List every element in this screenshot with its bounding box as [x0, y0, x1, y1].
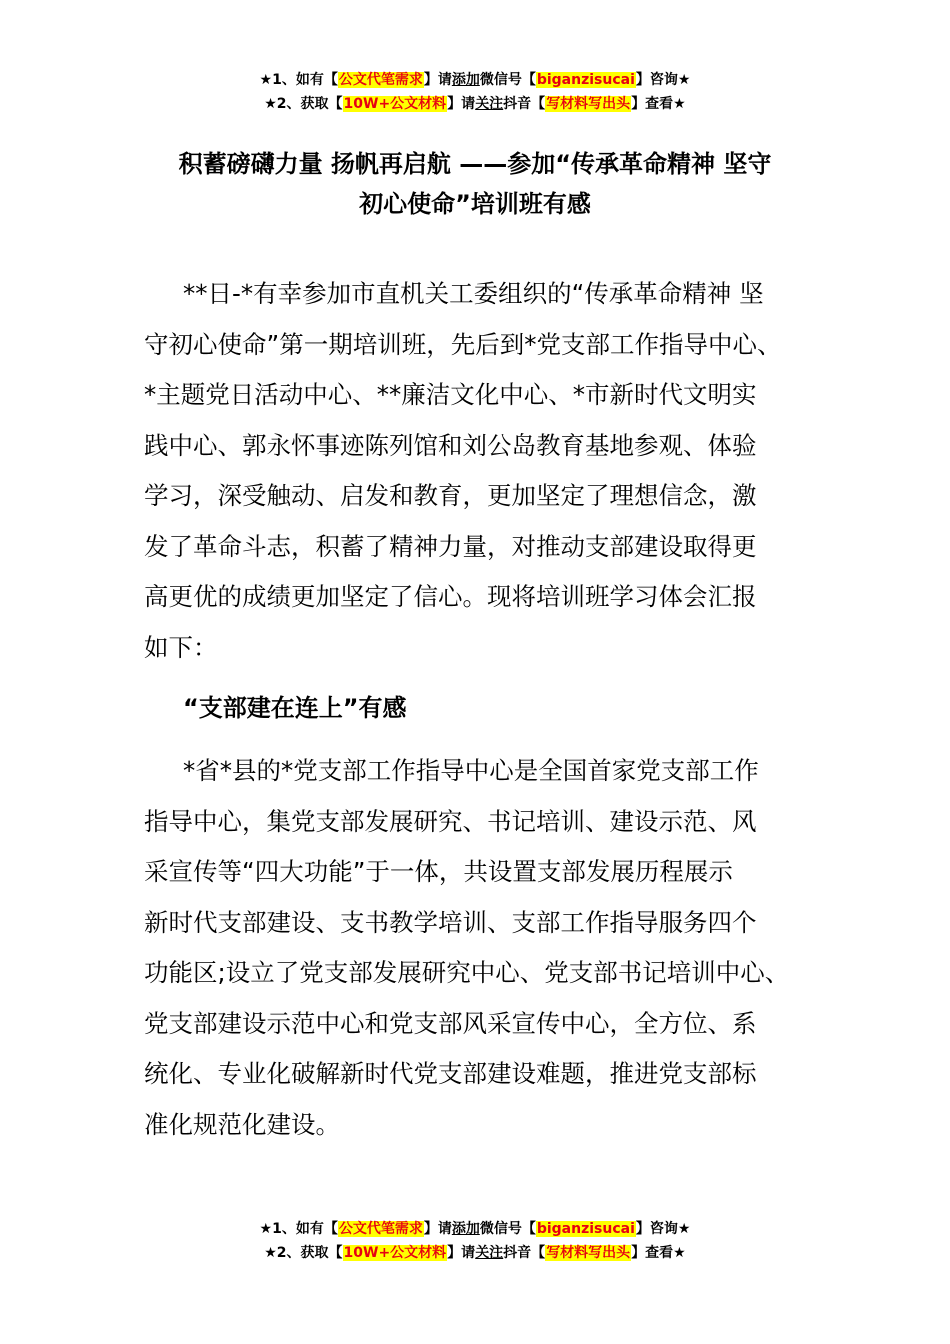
paragraph-line: 守初心使命”第一期培训班，先后到*党支部工作指导中心、 [144, 329, 782, 359]
paragraph-line: 学习，深受触动、启发和教育，更加坚定了理想信念，激 [144, 481, 757, 510]
paragraph-line: 采宣传等“四大功能”于一体，共设置支部发展历程展示 [144, 857, 733, 886]
banner-highlight: 公文代笔需求 [338, 1221, 423, 1237]
document-title [120, 144, 830, 224]
paragraph-line: *省*县的*党支部工作指导中心是全国首家党支部工作 [183, 756, 759, 785]
banner-text: 微信号【 [479, 1221, 536, 1237]
banner-text: ★2、获取【 [264, 96, 343, 112]
banner-highlight: 10W+公文材料 [343, 96, 447, 112]
title-line-1: 积蓄磅礴力量 扬帆再启航 ——参加“传承革命精神 坚守 [178, 150, 772, 178]
paragraph-line: 新时代支部建设、支书教学培训、支部工作指导服务四个 [144, 907, 757, 937]
banner-underlined-text: 添加 [451, 72, 480, 88]
banner-line-2 [0, 92, 950, 116]
banner-highlight: 公文代笔需求 [338, 72, 423, 88]
banner-text: 】请 [447, 1245, 476, 1261]
banner-highlight: biganzisucai [536, 72, 635, 88]
banner-line-1 [0, 1217, 950, 1241]
banner-highlight: 写材料写出头 [546, 96, 631, 112]
header-banner [0, 68, 950, 116]
banner-highlight: 写材料写出头 [546, 1245, 631, 1261]
banner-highlight: biganzisucai [536, 1221, 635, 1237]
paragraph-line: 党支部建设示范中心和党支部风采宣传中心，全方位、系 [144, 1008, 757, 1038]
paragraph-line: 功能区;设立了党支部发展研究中心、党支部书记培训中心、 [144, 958, 790, 987]
banner-text: 】查看★ [631, 96, 686, 112]
title-line-2: 初心使命”培训班有感 [359, 190, 591, 218]
banner-underlined-text: 关注 [475, 1245, 504, 1261]
paragraph-intro [144, 269, 834, 673]
paragraph-line: 指导中心，集党支部发展研究、书记培训、建设示范、风 [144, 806, 757, 836]
banner-text: 】咨询★ [635, 72, 691, 88]
paragraph-line: *主题党日活动中心、**廉洁文化中心、*市新时代文明实 [144, 380, 757, 409]
paragraph-line: 准化规范化建设。 [144, 1109, 340, 1139]
banner-line-2 [0, 1241, 950, 1265]
banner-text: 】请 [423, 72, 452, 88]
banner-text: 】查看★ [631, 1245, 686, 1261]
banner-text: 】咨询★ [635, 1221, 691, 1237]
banner-text: 抖音【 [503, 1245, 546, 1261]
banner-text: 微信号【 [479, 72, 536, 88]
banner-text: 抖音【 [503, 96, 546, 112]
banner-underlined-text: 关注 [475, 96, 504, 112]
banner-underlined-text: 添加 [451, 1221, 480, 1237]
banner-line-1 [0, 68, 950, 92]
banner-text: 】请 [423, 1221, 452, 1237]
paragraph-line: **日-*有幸参加市直机关工委组织的“传承革命精神 坚 [183, 279, 764, 308]
paragraph-line: 高更优的成绩更加坚定了信心。现将培训班学习体会汇报 [144, 582, 757, 611]
paragraph-line: 发了革命斗志，积蓄了精神力量，对推动支部建设取得更 [144, 531, 757, 561]
banner-text: 】请 [447, 96, 476, 112]
banner-text: ★1、如有【 [259, 1221, 338, 1237]
paragraph-line: 统化、专业化破解新时代党支部建设难题，推进党支部标 [144, 1059, 757, 1088]
banner-text: ★1、如有【 [259, 72, 338, 88]
paragraph-line: 如下： [144, 632, 218, 662]
banner-text: ★2、获取【 [264, 1245, 343, 1261]
banner-highlight: 10W+公文材料 [343, 1245, 447, 1261]
footer-banner [0, 1217, 950, 1265]
section-heading: “支部建在连上”有感 [183, 694, 407, 722]
paragraph-section-1 [144, 746, 834, 1150]
paragraph-line: 践中心、郭永怀事迹陈列馆和刘公岛教育基地参观、体验 [144, 430, 757, 460]
